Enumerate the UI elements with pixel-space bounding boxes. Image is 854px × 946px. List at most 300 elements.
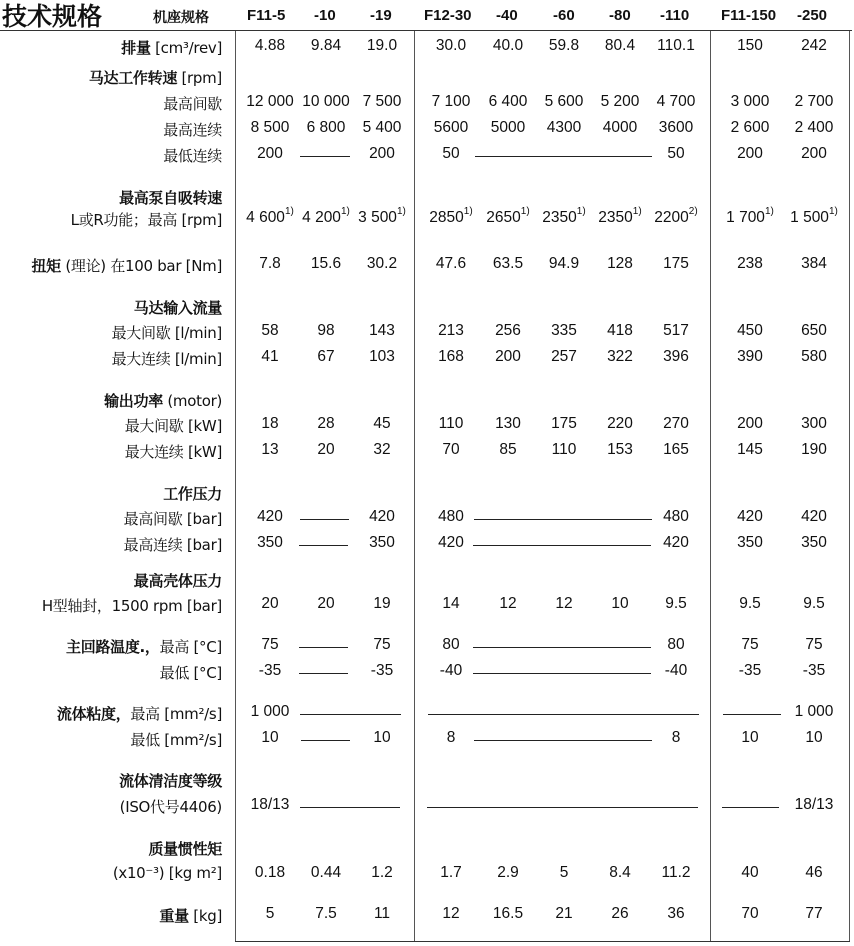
row-label-text: L或R功能；最高 [rpm] [70, 211, 222, 229]
cell-value: 396 [663, 348, 689, 365]
row-label [163, 483, 222, 504]
cell-value: 143 [369, 322, 395, 339]
table-cell [352, 119, 412, 137]
cell-value: 384 [801, 255, 827, 272]
cell-value: 0.44 [310, 864, 342, 881]
cell-value: 10 [373, 729, 391, 746]
table-cell [240, 864, 300, 882]
table-cell [296, 93, 356, 111]
table-row-power-max-continuous [0, 441, 854, 463]
cell-value: 77 [805, 905, 823, 922]
table-cell [421, 322, 481, 340]
cell-value: 200 [737, 145, 763, 162]
cell-value: 350 [801, 534, 827, 551]
row-label-text: 最高间歇 [163, 95, 222, 113]
cell-value: 200 [257, 145, 283, 162]
cell-value: 350 [737, 534, 763, 551]
same-value-line [475, 156, 652, 157]
cell-value: 98 [317, 322, 335, 339]
row-label-text: 最大间歇 [kW] [124, 417, 222, 435]
same-value-line [300, 807, 400, 808]
row-label-text: [kg] [188, 907, 222, 925]
table-cell [646, 145, 706, 163]
cell-value: 8 500 [250, 119, 290, 136]
table-cell [784, 145, 844, 163]
cell-value: 130 [495, 415, 521, 432]
cell-value: 4 600 [246, 209, 285, 226]
table-row-power-heading [0, 390, 854, 412]
table-cell [720, 441, 780, 459]
cell-value: 32 [373, 441, 391, 458]
table-cell [478, 255, 538, 273]
table-cell [240, 415, 300, 433]
cell-value: 420 [663, 534, 689, 551]
table-cell [352, 662, 412, 680]
table-cell [784, 534, 844, 552]
table-cell [534, 415, 594, 433]
table-cell [534, 905, 594, 923]
row-label-text: 最高间歇 [bar] [123, 510, 222, 528]
footnote-ref: 1) [828, 206, 838, 217]
cell-value: 2 700 [794, 93, 834, 110]
cell-value: 420 [257, 508, 283, 525]
table-row-temp-max [0, 636, 854, 658]
table-row-temp-min [0, 662, 854, 684]
table-cell [296, 206, 356, 227]
table-cell [534, 255, 594, 273]
table-cell [478, 206, 538, 227]
row-label [42, 595, 222, 616]
cell-value: 13 [261, 441, 279, 458]
table-cell [590, 206, 650, 227]
table-cell [590, 441, 650, 459]
same-value-line [300, 519, 349, 520]
table-cell [646, 729, 706, 747]
row-label [57, 703, 222, 724]
row-label [125, 415, 222, 436]
row-label [148, 838, 222, 859]
cell-value: 10 [261, 729, 279, 746]
same-value-line [473, 647, 651, 648]
cell-value: 1 000 [250, 703, 290, 720]
table-cell [784, 662, 844, 680]
table-cell [352, 145, 412, 163]
row-label [112, 348, 222, 369]
table-cell [478, 93, 538, 111]
cell-value: 59.8 [548, 37, 580, 54]
cell-value: 58 [261, 322, 279, 339]
same-value-line [723, 714, 781, 715]
table-cell [421, 636, 481, 654]
table-cell [720, 348, 780, 366]
cell-value: 2850 [429, 209, 464, 226]
cell-value: 213 [438, 322, 464, 339]
table-cell [240, 37, 300, 55]
table-cell [720, 636, 780, 654]
table-cell [296, 119, 356, 137]
cell-value: 650 [801, 322, 827, 339]
cell-value: 150 [737, 37, 763, 54]
table-cell [784, 119, 844, 137]
cell-value: 2.9 [497, 864, 519, 881]
header-model-80: -80 [609, 7, 631, 24]
table-cell [784, 93, 844, 111]
table-row-self-priming-heading [0, 187, 854, 209]
cell-value: 7 500 [362, 93, 402, 110]
cell-value: 110 [551, 441, 577, 458]
row-label [120, 796, 222, 817]
row-label [130, 729, 222, 750]
cell-value: 517 [663, 322, 689, 339]
row-label [113, 864, 222, 882]
cell-value: 70 [442, 441, 460, 458]
table-cell [590, 864, 650, 882]
row-label-text: 最低 [mm²/s] [130, 731, 222, 749]
table-row-inertia [0, 864, 854, 886]
cell-value: 418 [607, 322, 633, 339]
cell-value: 103 [369, 348, 395, 365]
table-cell [421, 441, 481, 459]
table-cell [720, 729, 780, 747]
table-cell [240, 93, 300, 111]
cell-value: 41 [261, 348, 279, 365]
cell-value: 165 [663, 441, 689, 458]
cell-value: 580 [801, 348, 827, 365]
table-cell [646, 348, 706, 366]
cell-value: 63.5 [492, 255, 524, 272]
cell-value: 2 400 [794, 119, 834, 136]
cell-value: 10 000 [302, 93, 350, 110]
table-cell [534, 595, 594, 613]
header-frame-label: 机座规格 [153, 10, 209, 26]
row-label-bold: 扭矩 [31, 257, 61, 275]
row-label-bold: 最高壳体压力 [133, 572, 222, 590]
row-label-text: (理论) 在100 bar [Nm] [60, 257, 222, 275]
table-cell [720, 864, 780, 882]
cell-value: -40 [664, 662, 688, 679]
footnote-ref: 1) [463, 206, 473, 217]
row-label-text: 最高 [°C] [159, 638, 222, 656]
cell-value: 5 600 [544, 93, 584, 110]
header-model-40: -40 [496, 7, 518, 24]
cell-value: 67 [317, 348, 335, 365]
table-cell [646, 119, 706, 137]
footnote-ref: 1) [632, 206, 642, 217]
row-label [66, 636, 222, 657]
row-label [125, 441, 222, 462]
table-cell [720, 145, 780, 163]
table-cell [534, 322, 594, 340]
row-label [119, 770, 222, 791]
table-cell [421, 206, 481, 227]
table-cell [421, 595, 481, 613]
table-cell [720, 206, 780, 227]
table-cell [478, 119, 538, 137]
cell-value: 5000 [490, 119, 526, 136]
cell-value: 420 [438, 534, 464, 551]
cell-value: 5 200 [600, 93, 640, 110]
same-value-line [299, 545, 348, 546]
table-cell [720, 534, 780, 552]
cell-value: 85 [499, 441, 517, 458]
table-cell [646, 415, 706, 433]
cell-value: 350 [369, 534, 395, 551]
row-label-bold: 马达输入流量 [133, 299, 222, 317]
cell-value: 1.7 [440, 864, 462, 881]
cell-value: 12 [499, 595, 517, 612]
table-cell [646, 255, 706, 273]
table-cell [646, 441, 706, 459]
row-label [89, 67, 222, 88]
cell-value: 12 [555, 595, 573, 612]
table-cell [646, 206, 706, 227]
table-cell [421, 145, 481, 163]
cell-value: 15.6 [310, 255, 342, 272]
cell-value: 80 [442, 636, 460, 653]
table-cell [534, 441, 594, 459]
cell-value: -35 [738, 662, 762, 679]
table-cell [240, 729, 300, 747]
cell-value: 8 [446, 729, 456, 746]
cell-value: 16.5 [492, 905, 524, 922]
cell-value: 350 [257, 534, 283, 551]
row-label-bold: 排量 [121, 39, 151, 57]
table-row-inertia-heading [0, 838, 854, 860]
table-cell [240, 206, 300, 227]
table-cell [720, 415, 780, 433]
table-cell [784, 636, 844, 654]
cell-value: 2200 [654, 209, 689, 226]
table-cell [240, 534, 300, 552]
cell-value: 145 [737, 441, 763, 458]
table-cell [646, 662, 706, 680]
row-label-bold: 马达工作转速 [88, 69, 178, 87]
cell-value: 257 [551, 348, 577, 365]
cell-value: 238 [737, 255, 763, 272]
table-cell [352, 595, 412, 613]
cell-value: 2350 [598, 209, 633, 226]
table-cell [478, 322, 538, 340]
table-cell [784, 441, 844, 459]
table-cell [784, 415, 844, 433]
cell-value: 11 [373, 905, 391, 922]
cell-value: 2650 [486, 209, 521, 226]
cell-value: 10 [805, 729, 823, 746]
cell-value: 7.8 [259, 255, 281, 272]
row-label [134, 297, 222, 318]
cell-value: 21 [555, 905, 573, 922]
row-label [160, 662, 222, 683]
cell-value: 75 [805, 636, 823, 653]
table-row-viscosity-min [0, 729, 854, 751]
cell-value: 26 [611, 905, 629, 922]
cell-value: 450 [737, 322, 763, 339]
table-cell [296, 905, 356, 923]
cell-value: 40.0 [492, 37, 524, 54]
same-value-line [722, 807, 779, 808]
header-rule [0, 30, 852, 31]
row-label-bold: 最高泵自吸转速 [119, 189, 222, 207]
page-title: 技术规格 [2, 2, 103, 31]
table-row-displacement [0, 37, 854, 59]
table-cell [240, 595, 300, 613]
header-model-10: -10 [314, 7, 336, 24]
same-value-line [474, 519, 652, 520]
cell-value: 75 [373, 636, 391, 653]
same-value-line [299, 673, 348, 674]
row-label [31, 255, 222, 276]
row-label-bold: 质量惯性矩 [148, 840, 222, 858]
row-label [71, 209, 222, 230]
cell-value: -35 [802, 662, 826, 679]
table-cell [590, 93, 650, 111]
table-row-weight [0, 905, 854, 927]
table-cell [784, 864, 844, 882]
row-label-text: 最高连续 [bar] [123, 536, 222, 554]
table-cell [784, 703, 844, 721]
table-cell [296, 415, 356, 433]
row-label-text: 最大间歇 [l/min] [111, 324, 222, 342]
row-label-bold: 重量 [159, 907, 189, 925]
cell-value: 8.4 [609, 864, 631, 881]
cell-value: 9.5 [665, 595, 687, 612]
cell-value: 1 500 [790, 209, 829, 226]
cell-value: 1 000 [794, 703, 834, 720]
table-cell [784, 905, 844, 923]
table-cell [352, 255, 412, 273]
table-cell [478, 905, 538, 923]
footnote-ref: 1) [764, 206, 774, 217]
cell-value: 190 [801, 441, 827, 458]
cell-value: 220 [607, 415, 633, 432]
same-value-line [473, 545, 651, 546]
cell-value: 94.9 [548, 255, 580, 272]
table-row-power-max-intermittent [0, 415, 854, 437]
table-cell [784, 796, 844, 814]
same-value-line [428, 714, 699, 715]
table-cell [720, 508, 780, 526]
table-row-cleanliness [0, 796, 854, 818]
row-label-text: (x10⁻³) [kg m²] [112, 864, 222, 882]
cell-value: 19 [373, 595, 391, 612]
cell-value: 30.2 [366, 255, 398, 272]
table-cell [720, 255, 780, 273]
cell-value: 30.0 [435, 37, 467, 54]
cell-value: 75 [741, 636, 759, 653]
table-cell [720, 37, 780, 55]
cell-value: -35 [370, 662, 394, 679]
cell-value: 19.0 [366, 37, 398, 54]
row-label [121, 37, 222, 58]
table-row-self-priming-speed [0, 206, 854, 231]
table-cell [240, 703, 300, 721]
cell-value: 40 [741, 864, 759, 881]
table-cell [646, 534, 706, 552]
table-row-flow-max-intermittent [0, 322, 854, 344]
table-row-case-pressure [0, 595, 854, 617]
table-cell [421, 415, 481, 433]
table-cell [352, 93, 412, 111]
table-cell [478, 864, 538, 882]
table-row-case-pressure-heading [0, 570, 854, 592]
cell-value: 322 [607, 348, 633, 365]
cell-value: 50 [667, 145, 685, 162]
table-cell [784, 348, 844, 366]
cell-value: 18/13 [794, 796, 834, 813]
table-cell [590, 415, 650, 433]
cell-value: 36 [667, 905, 685, 922]
cell-value: 128 [607, 255, 633, 272]
row-label-text: 最大连续 [l/min] [111, 350, 222, 368]
cell-value: 5600 [433, 119, 469, 136]
cell-value: 20 [317, 595, 335, 612]
cell-value: 2350 [542, 209, 577, 226]
table-cell [352, 206, 412, 227]
table-cell [720, 905, 780, 923]
table-cell [296, 595, 356, 613]
table-cell [296, 255, 356, 273]
table-cell [352, 441, 412, 459]
table-cell [421, 508, 481, 526]
row-label-text: [cm³/rev] [150, 39, 222, 57]
cell-value: 20 [317, 441, 335, 458]
row-label-bold: 流体清洁度等级 [119, 772, 222, 790]
header-model-f11-5: F11-5 [247, 7, 286, 24]
footnote-ref: 1) [340, 206, 350, 217]
table-cell [784, 322, 844, 340]
table-row-torque [0, 255, 854, 277]
cell-value: 200 [495, 348, 521, 365]
table-cell [590, 595, 650, 613]
row-label-text: H型轴封，1500 rpm [bar] [41, 597, 222, 615]
table-row-flow-max-continuous [0, 348, 854, 370]
table-cell [590, 37, 650, 55]
table-cell [784, 595, 844, 613]
table-cell [646, 37, 706, 55]
cell-value: 10 [611, 595, 629, 612]
cell-value: 175 [551, 415, 577, 432]
header-model-f12-30: F12-30 [424, 7, 472, 24]
table-cell [240, 662, 300, 680]
cell-value: 200 [369, 145, 395, 162]
table-row-cleanliness-heading [0, 770, 854, 792]
cell-value: 420 [737, 508, 763, 525]
row-label-text: 最低连续 [163, 147, 222, 165]
cell-value: 50 [442, 145, 460, 162]
cell-value: 14 [442, 595, 460, 612]
cell-value: 45 [373, 415, 391, 432]
table-row-speed-min-continuous [0, 145, 854, 167]
table-cell [240, 348, 300, 366]
table-cell [421, 37, 481, 55]
cell-value: 5 400 [362, 119, 402, 136]
table-cell [646, 322, 706, 340]
table-cell [240, 636, 300, 654]
cell-value: 7 100 [431, 93, 471, 110]
table-cell [421, 255, 481, 273]
table-cell [646, 93, 706, 111]
row-label-text: 最高 [mm²/s] [130, 705, 222, 723]
header-model-f11-150: F11-150 [721, 7, 777, 24]
cell-value: -35 [258, 662, 282, 679]
cell-value: 4300 [546, 119, 582, 136]
cell-value: 80 [667, 636, 685, 653]
row-label-bold: 主回路温度.， [66, 638, 160, 656]
table-cell [534, 348, 594, 366]
cell-value: 110 [438, 415, 464, 432]
table-cell [646, 595, 706, 613]
table-cell [296, 37, 356, 55]
